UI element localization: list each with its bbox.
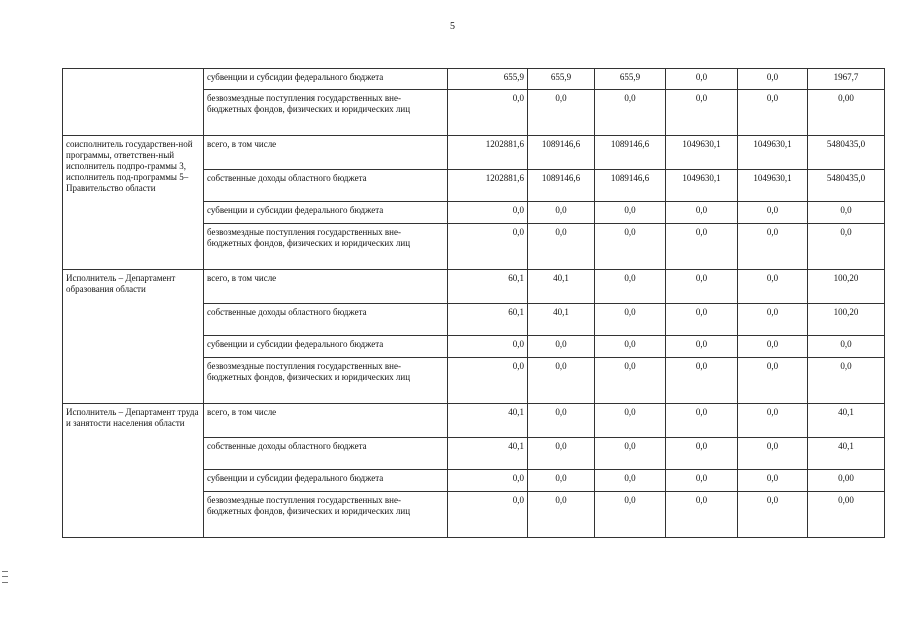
funding-source-cell: безвозмездные поступления государственных вне-бюджетных фондов, физических и юридических лиц xyxy=(204,358,448,404)
total-cell: 1967,7 xyxy=(808,69,885,90)
value-cell: 0,0 xyxy=(595,492,666,538)
value-cell: 40,1 xyxy=(528,270,595,304)
value-cell: 0,0 xyxy=(448,470,528,492)
value-cell: 0,0 xyxy=(738,202,808,224)
table-row xyxy=(63,136,885,170)
table-row xyxy=(63,270,885,304)
value-cell: 0,0 xyxy=(738,336,808,358)
value-cell: 60,1 xyxy=(448,270,528,304)
value-cell: 0,0 xyxy=(595,336,666,358)
value-cell: 0,0 xyxy=(738,492,808,538)
value-cell: 0,0 xyxy=(738,358,808,404)
value-cell: 0,0 xyxy=(595,358,666,404)
value-cell: 0,0 xyxy=(738,438,808,470)
value-cell: 0,0 xyxy=(528,224,595,270)
value-cell: 0,0 xyxy=(666,69,738,90)
total-cell: 0,00 xyxy=(808,90,885,136)
funding-source-cell: всего, в том числе xyxy=(204,136,448,170)
value-cell: 0,0 xyxy=(666,336,738,358)
value-cell: 0,0 xyxy=(528,492,595,538)
value-cell: 0,0 xyxy=(666,202,738,224)
value-cell: 655,9 xyxy=(448,69,528,90)
budget-table xyxy=(62,68,885,538)
total-cell: 100,20 xyxy=(808,270,885,304)
value-cell: 0,0 xyxy=(666,224,738,270)
funding-source-cell: собственные доходы областного бюджета xyxy=(204,170,448,202)
value-cell: 0,0 xyxy=(666,270,738,304)
total-cell: 0,0 xyxy=(808,336,885,358)
value-cell: 1049630,1 xyxy=(666,170,738,202)
value-cell: 1089146,6 xyxy=(595,170,666,202)
value-cell: 0,0 xyxy=(528,336,595,358)
funding-source-cell: безвозмездные поступления государственных вне-бюджетных фондов, физических и юридических лиц xyxy=(204,224,448,270)
value-cell: 0,0 xyxy=(666,404,738,438)
value-cell: 40,1 xyxy=(448,438,528,470)
value-cell: 1202881,6 xyxy=(448,136,528,170)
value-cell: 0,0 xyxy=(595,270,666,304)
value-cell: 0,0 xyxy=(595,90,666,136)
value-cell: 0,0 xyxy=(528,470,595,492)
value-cell: 1089146,6 xyxy=(595,136,666,170)
value-cell: 0,0 xyxy=(666,470,738,492)
value-cell: 0,0 xyxy=(595,224,666,270)
funding-source-cell: всего, в том числе xyxy=(204,404,448,438)
value-cell: 1089146,6 xyxy=(528,136,595,170)
value-cell: 40,1 xyxy=(528,304,595,336)
funding-source-cell: безвозмездные поступления государственных вне-бюджетных фондов, физических и юридических лиц xyxy=(204,90,448,136)
value-cell: 0,0 xyxy=(448,202,528,224)
funding-source-cell: субвенции и субсидии федерального бюджета xyxy=(204,69,448,90)
value-cell: 0,0 xyxy=(528,358,595,404)
value-cell: 0,0 xyxy=(595,304,666,336)
value-cell: 0,0 xyxy=(738,69,808,90)
total-cell: 40,1 xyxy=(808,438,885,470)
value-cell: 0,0 xyxy=(738,304,808,336)
value-cell: 0,0 xyxy=(595,438,666,470)
value-cell: 655,9 xyxy=(528,69,595,90)
value-cell: 1049630,1 xyxy=(738,136,808,170)
page-number: 5 xyxy=(450,21,455,32)
executor-cell: соисполнитель государствен-ной программы, ответствен-ный исполнитель подпро-граммы 3, исполнитель под-программы 5– Правительство области xyxy=(63,136,204,270)
value-cell: 0,0 xyxy=(528,202,595,224)
total-cell: 100,20 xyxy=(808,304,885,336)
value-cell: 0,0 xyxy=(448,358,528,404)
value-cell: 60,1 xyxy=(448,304,528,336)
value-cell: 0,0 xyxy=(595,470,666,492)
value-cell: 0,0 xyxy=(528,438,595,470)
total-cell: 0,0 xyxy=(808,358,885,404)
table-row xyxy=(63,69,885,90)
total-cell: 0,00 xyxy=(808,492,885,538)
value-cell: 0,0 xyxy=(448,90,528,136)
value-cell: 1202881,6 xyxy=(448,170,528,202)
total-cell: 0,0 xyxy=(808,224,885,270)
value-cell: 0,0 xyxy=(448,224,528,270)
value-cell: 0,0 xyxy=(738,270,808,304)
funding-source-cell: безвозмездные поступления государственных вне-бюджетных фондов, физических и юридических лиц xyxy=(204,492,448,538)
value-cell: 0,0 xyxy=(738,404,808,438)
value-cell: 0,0 xyxy=(595,404,666,438)
funding-source-cell: собственные доходы областного бюджета xyxy=(204,304,448,336)
value-cell: 655,9 xyxy=(595,69,666,90)
value-cell: 0,0 xyxy=(595,202,666,224)
value-cell: 0,0 xyxy=(738,90,808,136)
value-cell: 40,1 xyxy=(448,404,528,438)
executor-cell: Исполнитель – Департамент образования области xyxy=(63,270,204,404)
funding-source-cell: субвенции и субсидии федерального бюджета xyxy=(204,202,448,224)
value-cell: 0,0 xyxy=(666,492,738,538)
table-row xyxy=(63,404,885,438)
value-cell: 1049630,1 xyxy=(666,136,738,170)
value-cell: 0,0 xyxy=(738,224,808,270)
funding-source-cell: субвенции и субсидии федерального бюджета xyxy=(204,470,448,492)
funding-source-cell: всего, в том числе xyxy=(204,270,448,304)
total-cell: 5480435,0 xyxy=(808,170,885,202)
funding-source-cell: собственные доходы областного бюджета xyxy=(204,438,448,470)
total-cell: 5480435,0 xyxy=(808,136,885,170)
value-cell: 0,0 xyxy=(448,336,528,358)
value-cell: 0,0 xyxy=(448,492,528,538)
value-cell: 0,0 xyxy=(666,438,738,470)
executor-cell xyxy=(63,69,204,136)
executor-cell: Исполнитель – Департамент труда и занятости населения области xyxy=(63,404,204,538)
value-cell: 0,0 xyxy=(666,358,738,404)
value-cell: 0,0 xyxy=(528,404,595,438)
value-cell: 1089146,6 xyxy=(528,170,595,202)
total-cell: 0,0 xyxy=(808,202,885,224)
value-cell: 0,0 xyxy=(528,90,595,136)
total-cell: 40,1 xyxy=(808,404,885,438)
value-cell: 0,0 xyxy=(738,470,808,492)
total-cell: 0,00 xyxy=(808,470,885,492)
funding-source-cell: субвенции и субсидии федерального бюджета xyxy=(204,336,448,358)
value-cell: 0,0 xyxy=(666,90,738,136)
margin-mark xyxy=(2,571,8,583)
value-cell: 1049630,1 xyxy=(738,170,808,202)
value-cell: 0,0 xyxy=(666,304,738,336)
